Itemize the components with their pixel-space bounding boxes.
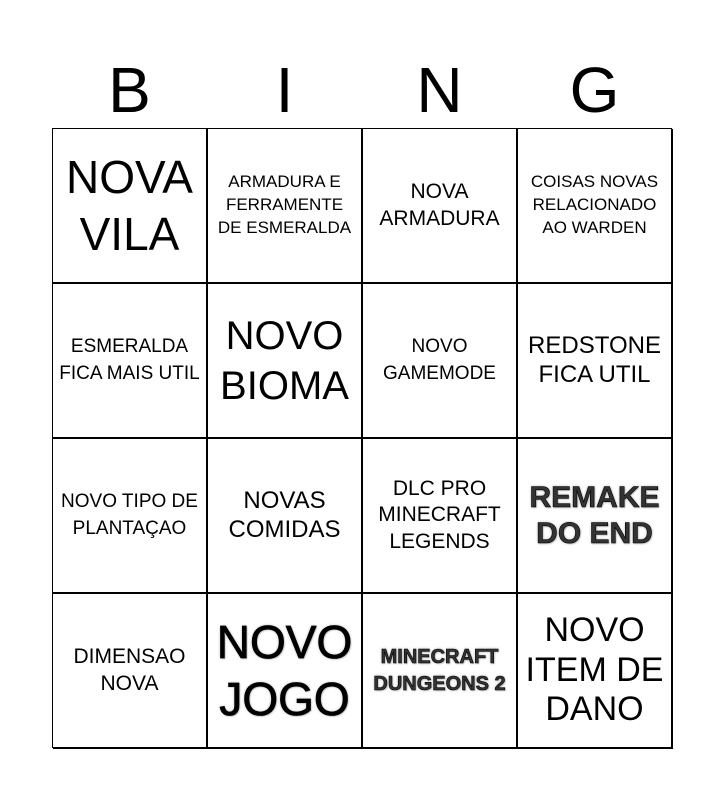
- bingo-cell[interactable]: [518, 594, 673, 749]
- cell-text: NOVO JOGO: [216, 616, 353, 725]
- cell-text: NOVA ARMADURA: [379, 180, 500, 230]
- bingo-cell[interactable]: [518, 439, 673, 594]
- bingo-cell[interactable]: [363, 439, 518, 594]
- cell-text: NOVO ITEM DE DANO: [525, 610, 664, 729]
- header-letter-g: G: [569, 54, 620, 126]
- cell-text: NOVA VILA: [66, 151, 193, 260]
- bingo-cell[interactable]: [518, 129, 673, 284]
- cell-text: ARMADURA E FERRAMENTE DE ESMERALDA: [217, 172, 352, 237]
- cell-text: REDSTONE FICA UTIL: [528, 331, 661, 388]
- bingo-cell[interactable]: [208, 129, 363, 284]
- cell-text: NOVAS COMIDAS: [228, 486, 341, 543]
- bingo-cell[interactable]: [53, 284, 208, 439]
- bingo-cell[interactable]: [53, 594, 208, 749]
- cell-text: NOVO GAMEMODE: [383, 335, 496, 384]
- cell-text: COISAS NOVAS RELACIONADO AO WARDEN: [530, 172, 659, 237]
- bingo-header: [52, 52, 672, 128]
- bingo-cell[interactable]: [363, 129, 518, 284]
- cell-text: DIMENSAO NOVA: [73, 645, 186, 695]
- bingo-cell[interactable]: [208, 439, 363, 594]
- header-letter-b: B: [108, 54, 151, 126]
- cell-text: ESMERALDA FICA MAIS UTIL: [59, 335, 200, 384]
- bingo-cell[interactable]: [363, 284, 518, 439]
- cell-text: DLC PRO MINECRAFT LEGENDS: [378, 477, 501, 553]
- header-letter-n: N: [416, 54, 463, 126]
- cell-text: NOVO BIOMA: [220, 313, 349, 408]
- bingo-cell[interactable]: [208, 594, 363, 749]
- cell-text: NOVO TIPO DE PLANTAÇAO: [61, 490, 198, 539]
- bingo-cell[interactable]: [208, 284, 363, 439]
- cell-text: REMAKE DO END: [529, 480, 660, 550]
- bingo-board: [52, 128, 672, 748]
- cell-text: MINECRAFT DUNGEONS 2: [373, 645, 506, 695]
- bingo-cell[interactable]: [518, 284, 673, 439]
- bingo-cell[interactable]: [53, 129, 208, 284]
- header-letter-i: I: [275, 54, 294, 126]
- bingo-cell[interactable]: [363, 594, 518, 749]
- bingo-cell[interactable]: [53, 439, 208, 594]
